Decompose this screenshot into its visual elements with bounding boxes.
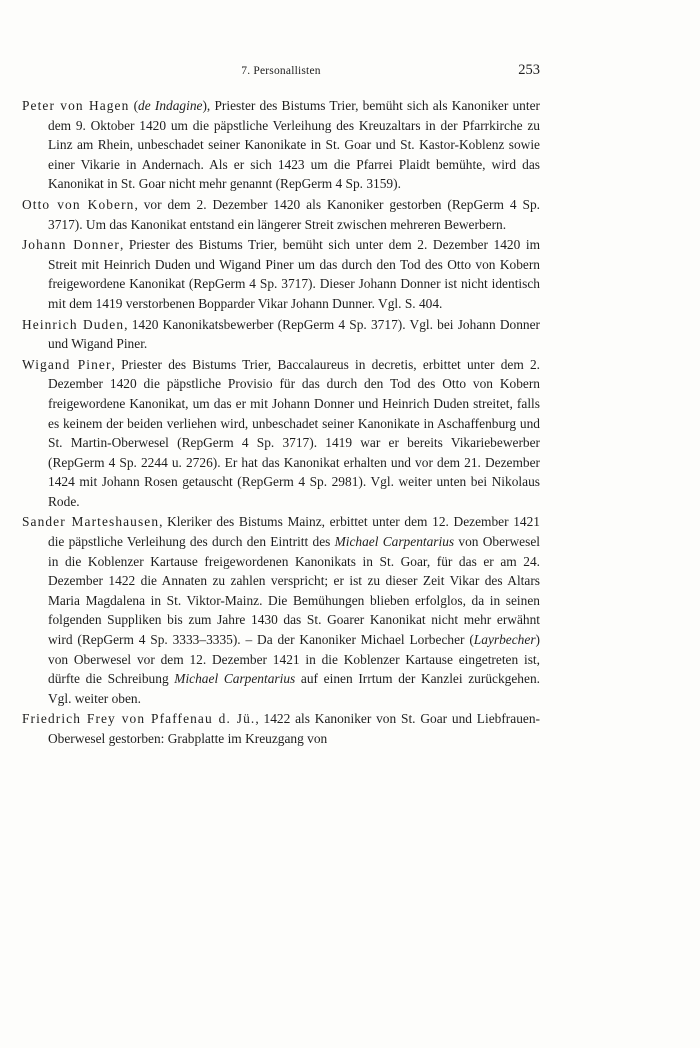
entry-text: von Oberwesel in die Koblenzer Kartause freigewordenen Kanonikats in St. Goar, für das er am 24. Dezember 1422 die Annaten zu zahlen verspricht; er ist zu dieser Zeit Vikar des Altars Maria Magdalena in St. Viktor-Mainz. Die Bemühungen blieben erfolglos, da in seinen folgenden Suppliken bis zum Jahre 1430 das St. Goarer Kanonikat nicht mehr erwähnt wird (RepGerm 4 Sp. 3333–3335). – Da der Kanoniker Michael Lorbecher ( <box>48 534 540 648</box>
list-entry <box>22 709 540 748</box>
entry-text: , vor dem 2. Dezember 1420 als Kanoniker gestorben (RepGerm 4 Sp. 3717). Um das Kanonikat entstand ein längerer Streit zwischen mehreren Bewerbern. <box>48 196 540 232</box>
entry-name: Johann Donner <box>22 237 120 253</box>
entry-name: Wigand Piner <box>22 356 112 372</box>
entry-text-italic: Michael Carpentarius <box>334 534 455 550</box>
entry-name: Heinrich Duden <box>22 316 125 332</box>
personnel-list <box>22 96 540 750</box>
entry-text-italic: Michael Carpentarius <box>174 671 296 687</box>
entry-name: Sander Marteshausen <box>22 514 160 530</box>
entry-text: ) von Oberwesel vor dem 12. Dezember 1421 in die Koblenzer Kartause eingetreten ist, dürfte die Schreibung <box>48 632 540 687</box>
entry-name: Otto von Kobern <box>22 196 135 212</box>
running-head <box>22 62 540 82</box>
entry-name: Peter von Hagen <box>22 98 130 113</box>
list-entry <box>22 315 540 354</box>
entry-text: , Priester des Bistums Trier, bemüht sich unter dem 2. Dezember 1420 im Streit mit Heinrich Duden und Wigand Piner um das durch den Tod des Otto von Kobern freigewordene Kanonikat (RepGerm 4 Sp. 3717). Dieser Johann Donner ist nicht identisch mit dem 1419 verstorbenen Bopparder Vikar Johann Dunner. Vgl. S. 404. <box>48 237 540 311</box>
list-entry <box>22 235 540 313</box>
entry-text: , Kleriker des Bistums Mainz, erbittet unter dem 12. Dezember 1421 die päpstliche Verleihung des durch den Eintritt des <box>48 514 540 550</box>
entry-text: , 1422 als Kanoniker von St. Goar und Liebfrauen-Oberwesel gestorben: Grabplatte im Kreuzgang von <box>48 711 540 746</box>
entry-text: , Priester des Bistums Trier, Baccalaureus in decretis, erbittet unter dem 2. Dezember 1420 die päpstliche Provisio für das durch den Tod des Otto von Kobern freigewordene Kanonikat, um das er mit Johann Donner und Heinrich Duden streitet, falls es keinem der beiden verliehen wird, unbeschadet seiner Kanonikate in Aschaffenburg und St. Martin-Oberwesel (RepGerm 4 Sp. 3717). 1419 war er bereits Vikariebewerber (RepGerm 4 Sp. 2244 u. 2726). Er hat das Kanonikat erhalten und vor dem 21. Dezember 1424 mit Johann Rosen getauscht (RepGerm 4 Sp. 2981). Vgl. weiter unten bei Nikolaus Rode. <box>48 356 540 509</box>
list-entry <box>22 355 540 512</box>
list-entry <box>22 195 540 234</box>
entry-text: , 1420 Kanonikatsbewerber (RepGerm 4 Sp. 3717). Vgl. bei Johann Donner und Wigand Piner. <box>48 316 541 352</box>
entry-text: ), Priester des Bistums Trier, bemüht sich als Kanoniker unter dem 9. Oktober 1420 um die päpstliche Verleihung des Kreuzaltars in der Pfarrkirche zu Linz am Rhein, unbeschadet seiner Kanonikate in St. Goar und St. Kastor-Koblenz sowie einer Vikarie in Andernach. Als er sich 1423 um die Pfarrei Plaidt bemühte, wird das Kanonikat in St. Goar nicht mehr genannt (RepGerm 4 Sp. 3159). <box>48 98 540 192</box>
entry-text-italic: Layrbecher <box>473 632 536 648</box>
list-entry <box>22 512 540 708</box>
entry-text: ( <box>129 98 139 113</box>
running-title: 7. Personallisten <box>241 65 321 77</box>
list-entry <box>22 96 540 194</box>
entry-text: auf einen Irrtum der Kanzlei zurückgehen. Vgl. weiter oben. <box>48 671 540 706</box>
entry-text-italic: de Indagine <box>138 98 203 113</box>
entry-name: Friedrich Frey von Pfaffenau d. Jü. <box>22 711 256 727</box>
page-number: 253 <box>518 62 540 78</box>
